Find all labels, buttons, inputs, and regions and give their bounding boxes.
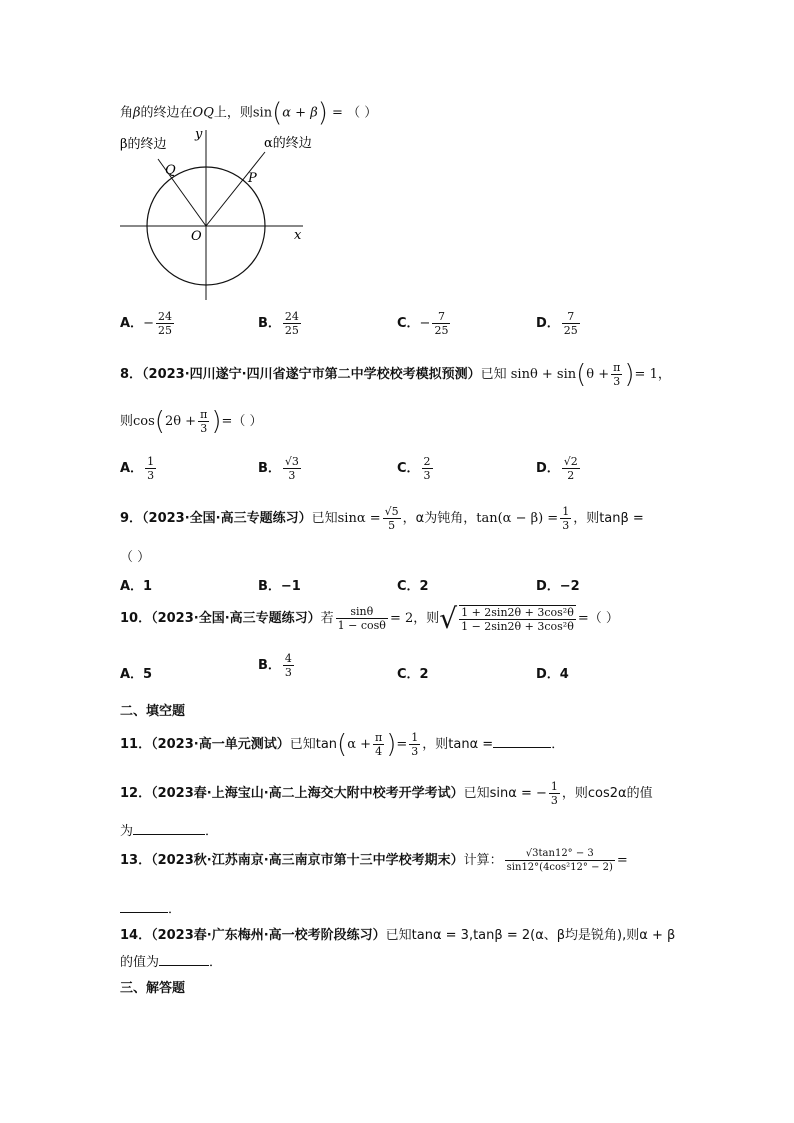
numerator: 24 (284, 310, 299, 323)
unit-circle-diagram (115, 122, 325, 304)
numerator: 1 (147, 455, 155, 468)
question-source: （2023·四川遂宁·四川省遂宁市第二中学校校考模拟预测） (142, 367, 481, 382)
numerator: 7 (562, 310, 580, 324)
q7-beta2: β (310, 105, 318, 121)
question-source: （2023·高一单元测试） (151, 737, 290, 752)
numerator: 1 (550, 780, 558, 793)
fraction (422, 455, 433, 482)
q8-option-a[interactable] (120, 455, 158, 482)
q8-text: 已知 (480, 367, 511, 382)
q9-text: 已知 (311, 511, 338, 526)
q13-text: 计算： (463, 853, 503, 868)
fraction (383, 505, 401, 532)
fraction (373, 731, 384, 758)
q8-expr-inner: θ + (586, 367, 610, 382)
q11-text: ，则tanα = (422, 737, 494, 752)
numerator: √3tan12° − 3 (505, 847, 615, 861)
denominator: 3 (562, 519, 570, 532)
q12-text: 为 (120, 824, 134, 839)
numerator: π (375, 731, 383, 744)
q13-stem (120, 847, 628, 874)
fraction (198, 408, 209, 435)
numerator: √5 (384, 505, 399, 518)
answer-blank[interactable] (493, 735, 551, 748)
q7-option-c[interactable] (397, 310, 452, 337)
question-number: 13． (120, 853, 152, 868)
numerator: π (200, 408, 208, 421)
fraction (560, 505, 571, 532)
section-heading-fill-in: 二、填空题 (120, 704, 186, 719)
fraction (562, 310, 580, 337)
q13-stem-line2 (120, 898, 181, 917)
fraction (432, 310, 450, 337)
fraction (156, 310, 174, 337)
denominator: 3 (284, 666, 292, 679)
q12-stem (120, 780, 653, 807)
section-heading-solution: 三、解答题 (120, 981, 186, 996)
denominator: sin12°(4cos²12° − 2) (506, 862, 613, 873)
denominator: 3 (411, 745, 419, 758)
fraction (283, 310, 301, 337)
denominator: 3 (200, 422, 208, 435)
q10-eq: =（ ） (577, 611, 619, 626)
q7-text: 上，则 (213, 105, 253, 121)
q14-stem (120, 924, 675, 943)
option-letter: D． (536, 461, 560, 476)
q11-stem: 11．（2023·高一单元测试）已知tan(α + $\frac{\pi}{4}$ )= $\frac{1}{3}$ ，则tanα = ． (120, 729, 565, 760)
denominator: 25 (434, 324, 449, 337)
fraction (409, 731, 420, 758)
question-source: （2023春·广东梅州·高一校考阶段练习） (151, 928, 386, 943)
origin-label: O (191, 229, 202, 244)
sign: − (419, 316, 431, 331)
denominator: 3 (550, 794, 558, 807)
q9-text: ，则tanβ = (573, 511, 644, 526)
option-letter: B． (258, 461, 281, 476)
q8-cos: cos (133, 414, 155, 429)
fraction (283, 455, 301, 482)
beta-side-label: β的终边 (120, 137, 167, 152)
q10-option-b[interactable] (258, 652, 296, 679)
fraction (549, 780, 560, 807)
answer-blank[interactable] (133, 822, 205, 835)
q9-text: ，α为钝角， (402, 511, 477, 526)
question-source: （2023春·上海宝山·高二上海交大附中校考开学考试） (151, 786, 464, 801)
q7-option-d[interactable] (536, 310, 582, 337)
q14-text: 已知tanα = 3,tanβ = 2(α、β均是锐角),则α + β (385, 928, 676, 943)
q7-eq: = (332, 105, 343, 121)
q7-text: 的终边在 (140, 105, 193, 121)
q9-option-a[interactable]: A．1 (120, 579, 153, 594)
numerator: 2 (423, 455, 431, 468)
radical-fraction (459, 605, 576, 633)
question-source: （2023·全国·高三专题练习） (142, 511, 312, 526)
fraction (562, 455, 580, 482)
fraction (611, 361, 622, 388)
numerator: 24 (157, 310, 172, 323)
q7-stem-line: 角β的终边在OQ上，则sin(α + β) = （ ） (120, 98, 378, 128)
denominator: 1 − 2sin2θ + 3cos²θ (461, 619, 574, 633)
answer-blank[interactable] (120, 900, 168, 913)
q7-beta: β (133, 105, 141, 121)
denominator: 25 (157, 324, 172, 337)
fraction (336, 605, 388, 632)
q13-eq: = (616, 853, 628, 868)
q10-option-d[interactable]: D．4 (536, 667, 569, 682)
q8-option-d[interactable] (536, 455, 582, 482)
q10-option-c[interactable]: C．2 (397, 667, 429, 682)
numerator: π (613, 361, 621, 374)
numerator: 1 (411, 731, 419, 744)
fraction (505, 847, 615, 874)
q8-expr-inner: 2θ + (164, 414, 197, 429)
option-letter: A． (120, 316, 144, 331)
q8-option-b[interactable] (258, 455, 303, 482)
q10-stem: 10．（2023·全国·高三专题练习）若 $\frac{\sin\theta}{1 - \cos\theta}$ = 2，则√ $\frac{\text{1 + 2sin2θ + 3cos²θ}}{\text{1 − 2sin2θ + 3cos²θ}}$ =（ ） (120, 602, 619, 635)
q7-alpha: α (282, 105, 292, 121)
q8-option-c[interactable] (397, 455, 435, 482)
question-number: 10． (120, 611, 152, 626)
answer-blank[interactable] (159, 953, 209, 966)
fraction (145, 455, 156, 482)
point-p-label: P (248, 171, 257, 186)
option-letter: C． (397, 316, 420, 331)
q11-end: ． (551, 737, 565, 752)
q7-sin: sin (252, 105, 273, 121)
option-letter: D． (536, 316, 560, 331)
fraction (283, 652, 294, 679)
q10-option-a[interactable]: A．5 (120, 667, 153, 682)
q12-stem-line2 (120, 820, 218, 839)
q14-end: ． (209, 955, 223, 970)
q14-text: 的值为 (120, 955, 160, 970)
denominator: 4 (375, 745, 383, 758)
q9-option-d[interactable]: D．−2 (536, 579, 580, 594)
q11-eq: = (396, 737, 408, 752)
denominator: 2 (567, 469, 575, 482)
q7-text: 角 (120, 105, 134, 121)
q8-stem-line1: 8．（2023·四川遂宁·四川省遂宁市第二中学校校考模拟预测）已知 sinθ + sin(θ + $\frac{\pi}{3}$ )= 1， (120, 359, 671, 390)
q9-option-b[interactable]: B．−1 (258, 579, 301, 594)
y-axis-label: y (195, 127, 203, 142)
question-source: （2023·全国·高三专题练习） (151, 611, 321, 626)
q9-answer-paren: （ ） (120, 550, 151, 565)
q10-eq: = 2，则 (389, 611, 440, 626)
numerator: √2 (563, 455, 578, 468)
q9-sin: sinα = (337, 511, 381, 526)
question-number: 12． (120, 786, 152, 801)
q11-text: 已知tan (289, 737, 338, 752)
alpha-terminal-side (206, 152, 265, 226)
q12-end: ． (205, 824, 219, 839)
question-number: 11． (120, 737, 152, 752)
q7-option-b[interactable] (258, 310, 303, 337)
option-letter: B． (258, 658, 281, 673)
q12-text: 已知sinα = − (463, 786, 547, 801)
numerator: √3 (284, 455, 299, 468)
denominator: 3 (147, 469, 155, 482)
q8-eq: =（ ） (221, 414, 263, 429)
numerator: sinθ (336, 605, 388, 619)
alpha-side-label: α的终边 (264, 136, 312, 151)
denominator: 1 − cosθ (337, 619, 386, 632)
q9-tan: tan(α − β) = (476, 511, 559, 526)
q13-end: ． (168, 902, 182, 917)
q10-text: 若 (320, 611, 334, 626)
q8-text: 则 (120, 414, 134, 429)
q8-stem-line2: 则cos(2θ + $\frac{\pi}{3}$ )=（ ） (120, 406, 263, 437)
q9-stem-line1 (120, 505, 644, 532)
question-number: 8． (120, 367, 143, 382)
denominator: 25 (563, 324, 578, 337)
numerator: 1 (562, 505, 570, 518)
q12-text: ，则cos2α的值 (561, 786, 653, 801)
q14-stem-line2 (120, 951, 222, 970)
numerator: 1 + 2sin2θ + 3cos²θ (461, 605, 574, 619)
denominator: 25 (284, 324, 299, 337)
denominator: 5 (388, 519, 396, 532)
numerator: 7 (432, 310, 450, 324)
q7-plus: + (295, 105, 307, 121)
q8-expr: sinθ + sin (510, 367, 577, 382)
q8-eq: = 1， (634, 367, 671, 382)
question-number: 9． (120, 511, 143, 526)
denominator: 3 (613, 375, 621, 388)
denominator: 3 (288, 469, 296, 482)
q9-option-c[interactable]: C．2 (397, 579, 429, 594)
point-q-label: Q (165, 163, 176, 178)
option-letter: A． (120, 461, 144, 476)
option-letter: C． (397, 461, 420, 476)
x-axis-label: x (294, 228, 302, 243)
option-letter: B． (258, 316, 281, 331)
q7-option-a[interactable] (120, 310, 176, 337)
question-number: 14． (120, 928, 152, 943)
q11-expr-inner: α + (347, 737, 371, 752)
sign: − (143, 316, 154, 331)
numerator: 4 (284, 652, 292, 665)
question-source: （2023秋·江苏南京·高三南京市第十三中学校考期末） (151, 853, 464, 868)
q7-oq: OQ (192, 105, 214, 121)
q7-answer-paren: （ ） (347, 105, 378, 121)
denominator: 3 (423, 469, 431, 482)
